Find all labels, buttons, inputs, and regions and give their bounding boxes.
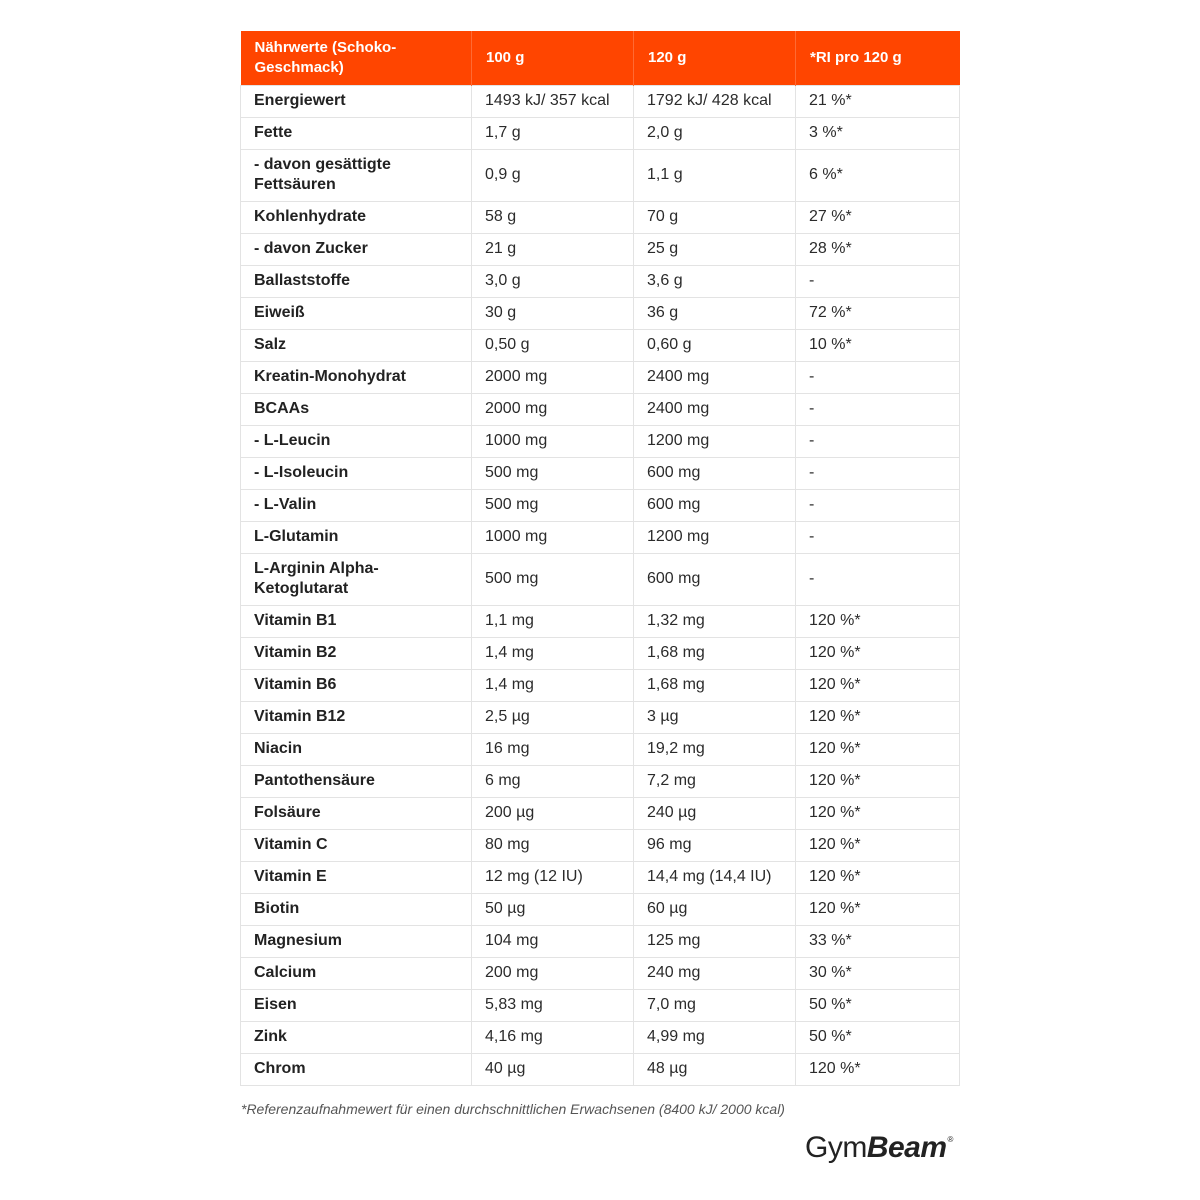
value-ri: -: [796, 393, 960, 425]
table-row: [241, 1053, 960, 1085]
nutrient-label: Vitamin B12: [241, 701, 472, 733]
table-row: [241, 521, 960, 553]
value-per-100g: 50 µg: [472, 893, 634, 925]
value-per-100g: 21 g: [472, 233, 634, 265]
value-ri: -: [796, 265, 960, 297]
nutrient-label: - davon Zucker: [241, 233, 472, 265]
nutrient-label: Eisen: [241, 989, 472, 1021]
header-per-120g: 120 g: [634, 31, 796, 85]
table-header: [241, 31, 960, 85]
value-ri: 21 %*: [796, 85, 960, 117]
value-per-100g: 2000 mg: [472, 361, 634, 393]
value-per-100g: 12 mg (12 IU): [472, 861, 634, 893]
nutrient-label: Vitamin B6: [241, 669, 472, 701]
table-row: [241, 669, 960, 701]
value-per-120g: 125 mg: [634, 925, 796, 957]
value-per-120g: 0,60 g: [634, 329, 796, 361]
nutrient-label: Ballaststoffe: [241, 265, 472, 297]
value-per-120g: 4,99 mg: [634, 1021, 796, 1053]
header-per-100g: 100 g: [472, 31, 634, 85]
table-row: [241, 925, 960, 957]
value-ri: 30 %*: [796, 957, 960, 989]
table-row: [241, 457, 960, 489]
table-row: [241, 361, 960, 393]
value-per-120g: 3,6 g: [634, 265, 796, 297]
value-per-120g: 96 mg: [634, 829, 796, 861]
value-per-120g: 1200 mg: [634, 425, 796, 457]
nutrient-label: - L-Isoleucin: [241, 457, 472, 489]
table-row: [241, 605, 960, 637]
value-per-100g: 1,4 mg: [472, 669, 634, 701]
value-per-120g: 7,2 mg: [634, 765, 796, 797]
value-ri: 10 %*: [796, 329, 960, 361]
value-per-100g: 16 mg: [472, 733, 634, 765]
registered-mark-icon: ®: [947, 1135, 953, 1144]
logo-text-gym: Gym: [805, 1131, 867, 1164]
value-per-100g: 40 µg: [472, 1053, 634, 1085]
value-ri: 120 %*: [796, 765, 960, 797]
value-per-100g: 80 mg: [472, 829, 634, 861]
table-row: [241, 893, 960, 925]
value-per-120g: 240 µg: [634, 797, 796, 829]
value-per-120g: 1792 kJ/ 428 kcal: [634, 85, 796, 117]
nutrient-label: - davon gesättigte Fettsäuren: [241, 149, 472, 201]
value-ri: 6 %*: [796, 149, 960, 201]
table-row: [241, 149, 960, 201]
table-row: [241, 265, 960, 297]
table-row: [241, 765, 960, 797]
nutrient-label: L-Arginin Alpha-Ketoglutarat: [241, 553, 472, 605]
nutrient-label: Eiweiß: [241, 297, 472, 329]
table-row: [241, 829, 960, 861]
table-row: [241, 861, 960, 893]
table-row: [241, 297, 960, 329]
value-ri: -: [796, 489, 960, 521]
value-per-120g: 2400 mg: [634, 361, 796, 393]
nutrient-label: Niacin: [241, 733, 472, 765]
nutrient-label: Kohlenhydrate: [241, 201, 472, 233]
nutrient-label: Energiewert: [241, 85, 472, 117]
value-per-100g: 1493 kJ/ 357 kcal: [472, 85, 634, 117]
nutrition-table-container: [240, 31, 959, 1086]
value-ri: 72 %*: [796, 297, 960, 329]
nutrient-label: L-Glutamin: [241, 521, 472, 553]
nutrient-label: Pantothensäure: [241, 765, 472, 797]
value-per-100g: 1000 mg: [472, 425, 634, 457]
value-ri: -: [796, 521, 960, 553]
header-nutrient: Nährwerte (Schoko-Geschmack): [241, 31, 472, 85]
table-row: [241, 637, 960, 669]
value-ri: -: [796, 361, 960, 393]
value-per-120g: 3 µg: [634, 701, 796, 733]
table-body: [241, 85, 960, 1085]
value-ri: 120 %*: [796, 861, 960, 893]
value-per-120g: 240 mg: [634, 957, 796, 989]
value-ri: 27 %*: [796, 201, 960, 233]
value-per-120g: 25 g: [634, 233, 796, 265]
table-row: [241, 1021, 960, 1053]
value-ri: 120 %*: [796, 605, 960, 637]
table-row: [241, 201, 960, 233]
value-ri: 120 %*: [796, 637, 960, 669]
value-per-100g: 1,1 mg: [472, 605, 634, 637]
gymbeam-logo: [805, 1131, 953, 1165]
table-row: [241, 989, 960, 1021]
value-per-100g: 2,5 µg: [472, 701, 634, 733]
value-ri: 120 %*: [796, 829, 960, 861]
value-ri: -: [796, 425, 960, 457]
table-row: [241, 553, 960, 605]
value-per-100g: 1000 mg: [472, 521, 634, 553]
value-per-100g: 1,4 mg: [472, 637, 634, 669]
nutrient-label: Zink: [241, 1021, 472, 1053]
footnote: *Referenzaufnahmewert für einen durchschnittlichen Erwachsenen (8400 kJ/ 2000 kcal): [241, 1101, 785, 1117]
value-ri: 3 %*: [796, 117, 960, 149]
value-per-100g: 30 g: [472, 297, 634, 329]
table-row: [241, 85, 960, 117]
nutrient-label: Vitamin B2: [241, 637, 472, 669]
value-per-100g: 500 mg: [472, 553, 634, 605]
nutrient-label: Biotin: [241, 893, 472, 925]
nutrient-label: Chrom: [241, 1053, 472, 1085]
value-per-100g: 3,0 g: [472, 265, 634, 297]
table-row: [241, 393, 960, 425]
value-ri: -: [796, 553, 960, 605]
table-row: [241, 733, 960, 765]
value-per-100g: 2000 mg: [472, 393, 634, 425]
value-per-120g: 600 mg: [634, 457, 796, 489]
value-ri: 50 %*: [796, 1021, 960, 1053]
value-per-120g: 1,68 mg: [634, 669, 796, 701]
value-per-100g: 4,16 mg: [472, 1021, 634, 1053]
value-ri: 120 %*: [796, 701, 960, 733]
nutrient-label: Calcium: [241, 957, 472, 989]
value-per-100g: 0,50 g: [472, 329, 634, 361]
value-per-120g: 1,32 mg: [634, 605, 796, 637]
value-ri: 33 %*: [796, 925, 960, 957]
value-per-120g: 36 g: [634, 297, 796, 329]
value-per-100g: 200 µg: [472, 797, 634, 829]
value-per-120g: 1200 mg: [634, 521, 796, 553]
nutrient-label: Vitamin C: [241, 829, 472, 861]
nutrient-label: Kreatin-Monohydrat: [241, 361, 472, 393]
value-per-120g: 1,68 mg: [634, 637, 796, 669]
value-per-100g: 1,7 g: [472, 117, 634, 149]
table-row: [241, 489, 960, 521]
value-ri: 120 %*: [796, 733, 960, 765]
value-ri: 50 %*: [796, 989, 960, 1021]
value-ri: 120 %*: [796, 1053, 960, 1085]
header-row: [241, 31, 960, 85]
value-per-120g: 70 g: [634, 201, 796, 233]
value-per-120g: 2400 mg: [634, 393, 796, 425]
header-ri: *RI pro 120 g: [796, 31, 960, 85]
value-per-120g: 1,1 g: [634, 149, 796, 201]
table-row: [241, 329, 960, 361]
value-per-100g: 500 mg: [472, 489, 634, 521]
table-row: [241, 117, 960, 149]
value-per-120g: 600 mg: [634, 553, 796, 605]
value-per-120g: 19,2 mg: [634, 733, 796, 765]
value-ri: -: [796, 457, 960, 489]
value-ri: 120 %*: [796, 893, 960, 925]
value-per-100g: 5,83 mg: [472, 989, 634, 1021]
nutrient-label: Folsäure: [241, 797, 472, 829]
value-per-120g: 14,4 mg (14,4 IU): [634, 861, 796, 893]
value-per-120g: 600 mg: [634, 489, 796, 521]
value-per-100g: 58 g: [472, 201, 634, 233]
table-row: [241, 957, 960, 989]
table-row: [241, 233, 960, 265]
nutrient-label: Vitamin E: [241, 861, 472, 893]
nutrient-label: - L-Valin: [241, 489, 472, 521]
value-per-120g: 7,0 mg: [634, 989, 796, 1021]
logo-text-beam: Beam: [866, 1131, 947, 1164]
value-per-100g: 0,9 g: [472, 149, 634, 201]
nutrient-label: Magnesium: [241, 925, 472, 957]
nutrient-label: - L-Leucin: [241, 425, 472, 457]
value-per-100g: 200 mg: [472, 957, 634, 989]
value-per-120g: 2,0 g: [634, 117, 796, 149]
nutrient-label: Salz: [241, 329, 472, 361]
nutrient-label: Vitamin B1: [241, 605, 472, 637]
nutrition-table: [240, 31, 960, 1086]
value-per-120g: 48 µg: [634, 1053, 796, 1085]
table-row: [241, 425, 960, 457]
value-ri: 120 %*: [796, 797, 960, 829]
nutrient-label: Fette: [241, 117, 472, 149]
table-row: [241, 797, 960, 829]
nutrient-label: BCAAs: [241, 393, 472, 425]
table-row: [241, 701, 960, 733]
value-per-100g: 104 mg: [472, 925, 634, 957]
value-per-100g: 6 mg: [472, 765, 634, 797]
value-per-100g: 500 mg: [472, 457, 634, 489]
value-ri: 28 %*: [796, 233, 960, 265]
value-per-120g: 60 µg: [634, 893, 796, 925]
value-ri: 120 %*: [796, 669, 960, 701]
